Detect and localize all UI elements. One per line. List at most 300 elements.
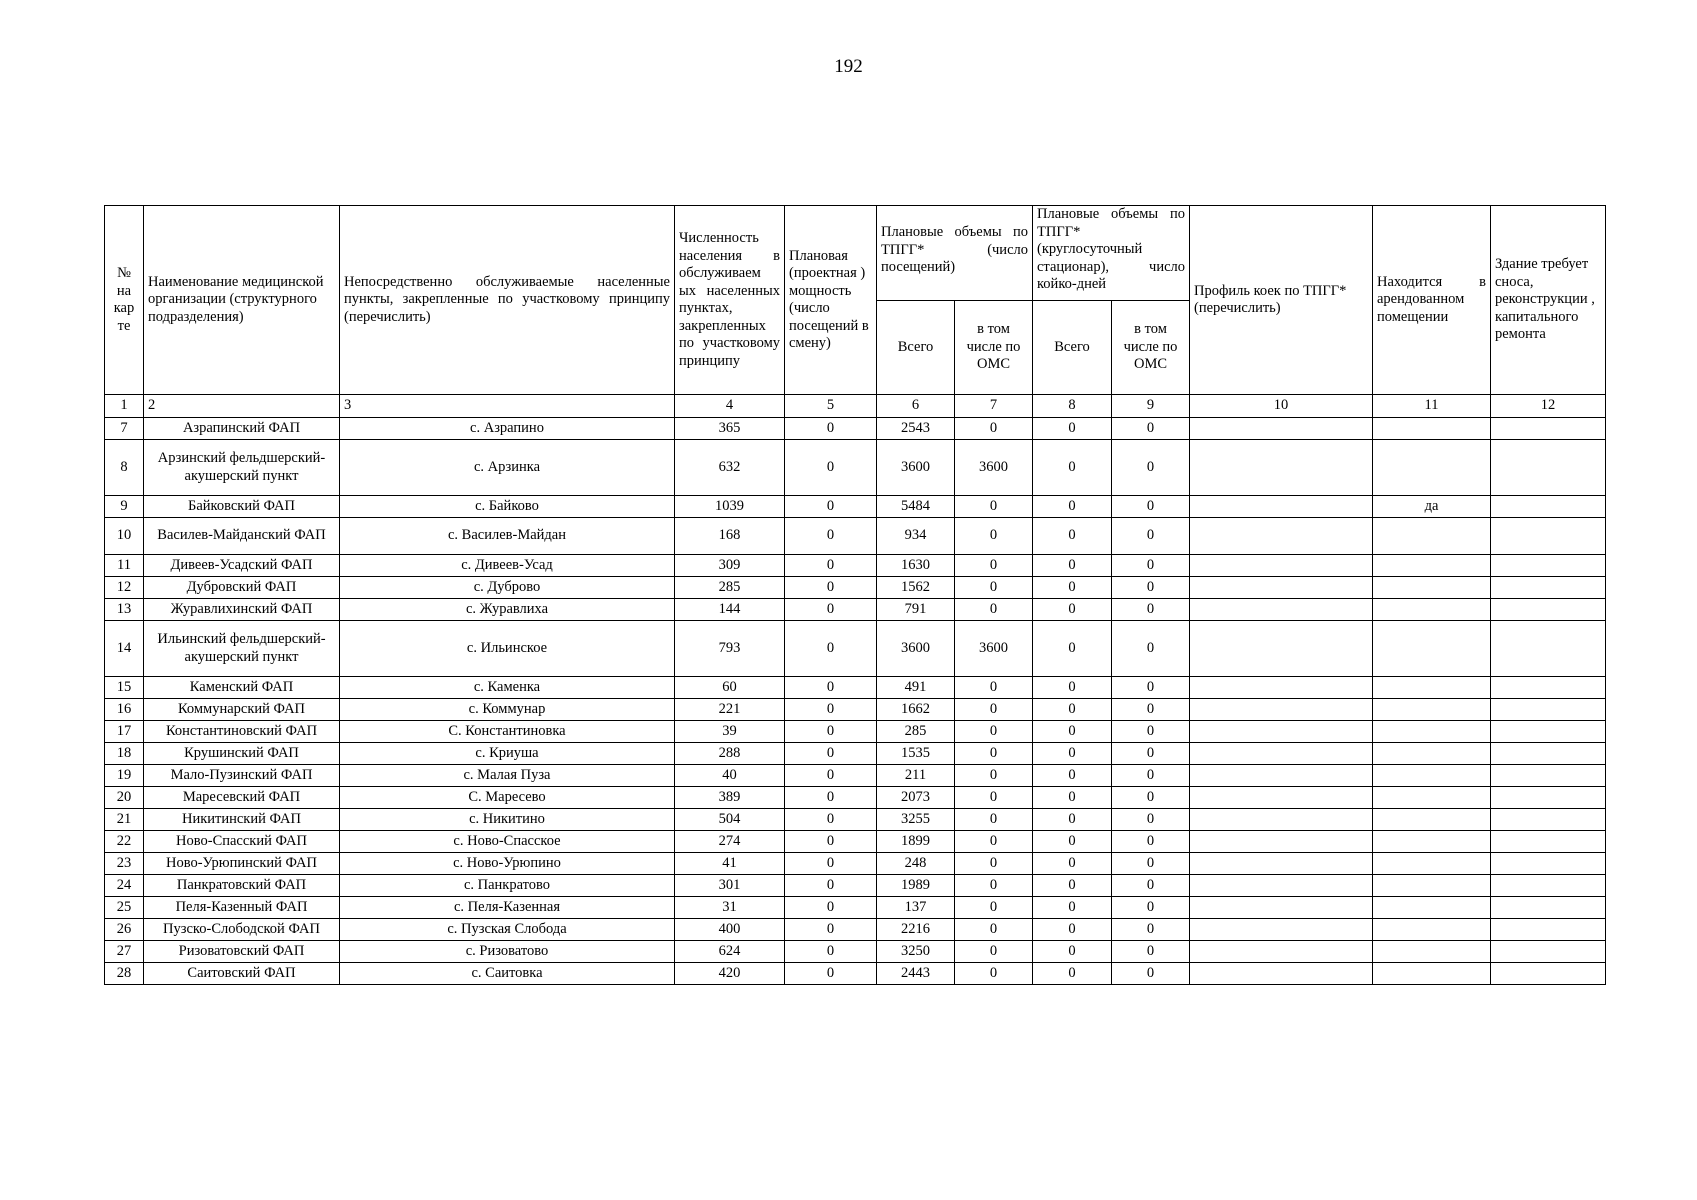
header-col-name: Наименование медицинской организации (структурного подразделения) — [144, 206, 340, 395]
population: 144 — [675, 599, 785, 621]
rented-flag — [1373, 518, 1491, 555]
population: 504 — [675, 809, 785, 831]
rented-flag — [1373, 418, 1491, 440]
served-place: с. Каменка — [340, 677, 675, 699]
rented-flag — [1373, 555, 1491, 577]
served-place: с. Азрапино — [340, 418, 675, 440]
facility-name: Ризоватовский ФАП — [144, 941, 340, 963]
visits-total: 285 — [877, 721, 955, 743]
served-place: с. Байково — [340, 496, 675, 518]
capacity: 0 — [785, 963, 877, 985]
repair-flag — [1491, 787, 1606, 809]
capacity: 0 — [785, 577, 877, 599]
table-row — [105, 555, 1606, 577]
beddays-total: 0 — [1033, 577, 1112, 599]
repair-flag — [1491, 963, 1606, 985]
table-row — [105, 599, 1606, 621]
visits-oms: 3600 — [955, 440, 1033, 496]
facility-name: Маресевский ФАП — [144, 787, 340, 809]
rented-flag — [1373, 699, 1491, 721]
bed-profile — [1190, 941, 1373, 963]
row-number: 18 — [105, 743, 144, 765]
facility-name: Азрапинский ФАП — [144, 418, 340, 440]
table-row — [105, 941, 1606, 963]
rented-flag: да — [1373, 496, 1491, 518]
beddays-total: 0 — [1033, 787, 1112, 809]
table-row — [105, 440, 1606, 496]
row-number: 17 — [105, 721, 144, 743]
header-col-population: Численность населения в обслуживаем ых населенных пунктах, закрепленных по участковому принципу — [675, 206, 785, 395]
repair-flag — [1491, 418, 1606, 440]
rented-flag — [1373, 853, 1491, 875]
beddays-total: 0 — [1033, 963, 1112, 985]
beddays-total: 0 — [1033, 897, 1112, 919]
facility-name: Мало-Пузинский ФАП — [144, 765, 340, 787]
repair-flag — [1491, 496, 1606, 518]
capacity: 0 — [785, 743, 877, 765]
header-col-visits-oms: в том числе по ОМС — [955, 301, 1033, 395]
served-place: С. Маресево — [340, 787, 675, 809]
column-number: 12 — [1491, 395, 1606, 418]
header-col-beddays-all: Всего — [1033, 301, 1112, 395]
bed-profile — [1190, 721, 1373, 743]
bed-profile — [1190, 743, 1373, 765]
beddays-oms: 0 — [1112, 621, 1190, 677]
visits-total: 3255 — [877, 809, 955, 831]
capacity: 0 — [785, 875, 877, 897]
row-number: 24 — [105, 875, 144, 897]
beddays-total: 0 — [1033, 677, 1112, 699]
header-col-number: № на кар те — [105, 206, 144, 395]
beddays-total: 0 — [1033, 518, 1112, 555]
population: 60 — [675, 677, 785, 699]
row-number: 25 — [105, 897, 144, 919]
served-place: с. Ново-Спасское — [340, 831, 675, 853]
beddays-oms: 0 — [1112, 599, 1190, 621]
row-number: 27 — [105, 941, 144, 963]
served-place: с. Дивеев-Усад — [340, 555, 675, 577]
repair-flag — [1491, 919, 1606, 941]
visits-oms: 0 — [955, 897, 1033, 919]
population: 389 — [675, 787, 785, 809]
visits-total: 3250 — [877, 941, 955, 963]
beddays-oms: 0 — [1112, 677, 1190, 699]
served-place: с. Ново-Урюпино — [340, 853, 675, 875]
repair-flag — [1491, 875, 1606, 897]
bed-profile — [1190, 699, 1373, 721]
facility-name: Крушинский ФАП — [144, 743, 340, 765]
served-place: с. Никитино — [340, 809, 675, 831]
table-row — [105, 831, 1606, 853]
visits-total: 2216 — [877, 919, 955, 941]
population: 1039 — [675, 496, 785, 518]
facility-name: Пеля-Казенный ФАП — [144, 897, 340, 919]
row-number: 8 — [105, 440, 144, 496]
visits-oms: 0 — [955, 721, 1033, 743]
table-row — [105, 787, 1606, 809]
repair-flag — [1491, 743, 1606, 765]
beddays-total: 0 — [1033, 831, 1112, 853]
header-col-beddays: Плановые объемы по ТПГГ* (круглосуточный стационар), число койко-дней — [1033, 206, 1190, 301]
column-numbers-row — [105, 395, 1606, 418]
served-place: с. Ильинское — [340, 621, 675, 677]
capacity: 0 — [785, 599, 877, 621]
table-row — [105, 518, 1606, 555]
population: 168 — [675, 518, 785, 555]
rented-flag — [1373, 765, 1491, 787]
visits-oms: 0 — [955, 518, 1033, 555]
repair-flag — [1491, 518, 1606, 555]
served-place: с. Малая Пуза — [340, 765, 675, 787]
repair-flag — [1491, 853, 1606, 875]
population: 221 — [675, 699, 785, 721]
rented-flag — [1373, 677, 1491, 699]
rented-flag — [1373, 787, 1491, 809]
visits-total: 2543 — [877, 418, 955, 440]
capacity: 0 — [785, 853, 877, 875]
row-number: 21 — [105, 809, 144, 831]
row-number: 23 — [105, 853, 144, 875]
bed-profile — [1190, 440, 1373, 496]
beddays-total: 0 — [1033, 941, 1112, 963]
visits-oms: 0 — [955, 809, 1033, 831]
facility-name: Арзинский фельдшерский-акушерский пункт — [144, 440, 340, 496]
facility-name: Байковский ФАП — [144, 496, 340, 518]
bed-profile — [1190, 875, 1373, 897]
population: 301 — [675, 875, 785, 897]
beddays-oms: 0 — [1112, 853, 1190, 875]
facility-name: Василев-Майданский ФАП — [144, 518, 340, 555]
bed-profile — [1190, 577, 1373, 599]
visits-oms: 0 — [955, 496, 1033, 518]
capacity: 0 — [785, 897, 877, 919]
visits-oms: 0 — [955, 699, 1033, 721]
rented-flag — [1373, 963, 1491, 985]
row-number: 12 — [105, 577, 144, 599]
row-number: 15 — [105, 677, 144, 699]
population: 632 — [675, 440, 785, 496]
visits-oms: 3600 — [955, 621, 1033, 677]
facility-name: Ново-Урюпинский ФАП — [144, 853, 340, 875]
beddays-total: 0 — [1033, 418, 1112, 440]
row-number: 26 — [105, 919, 144, 941]
row-number: 22 — [105, 831, 144, 853]
beddays-oms: 0 — [1112, 765, 1190, 787]
visits-oms: 0 — [955, 831, 1033, 853]
table-row — [105, 919, 1606, 941]
visits-oms: 0 — [955, 418, 1033, 440]
population: 288 — [675, 743, 785, 765]
header-col-profile: Профиль коек по ТПГГ* (перечислить) — [1190, 206, 1373, 395]
visits-oms: 0 — [955, 963, 1033, 985]
bed-profile — [1190, 496, 1373, 518]
repair-flag — [1491, 599, 1606, 621]
column-number: 10 — [1190, 395, 1373, 418]
visits-oms: 0 — [955, 853, 1033, 875]
visits-total: 5484 — [877, 496, 955, 518]
population: 274 — [675, 831, 785, 853]
population: 400 — [675, 919, 785, 941]
row-number: 14 — [105, 621, 144, 677]
rented-flag — [1373, 440, 1491, 496]
repair-flag — [1491, 721, 1606, 743]
header-col-repair: Здание требует сноса, реконструкции , капитального ремонта — [1491, 206, 1606, 395]
capacity: 0 — [785, 555, 877, 577]
visits-total: 2073 — [877, 787, 955, 809]
header-col-visits-all: Всего — [877, 301, 955, 395]
visits-oms: 0 — [955, 765, 1033, 787]
row-number: 13 — [105, 599, 144, 621]
served-place: с. Дуброво — [340, 577, 675, 599]
column-number: 1 — [105, 395, 144, 418]
population: 624 — [675, 941, 785, 963]
beddays-total: 0 — [1033, 555, 1112, 577]
capacity: 0 — [785, 621, 877, 677]
visits-total: 1630 — [877, 555, 955, 577]
table-body — [105, 418, 1606, 985]
served-place: с. Панкратово — [340, 875, 675, 897]
beddays-oms: 0 — [1112, 496, 1190, 518]
population: 285 — [675, 577, 785, 599]
repair-flag — [1491, 699, 1606, 721]
rented-flag — [1373, 721, 1491, 743]
visits-total: 1899 — [877, 831, 955, 853]
table-row — [105, 809, 1606, 831]
column-number: 3 — [340, 395, 675, 418]
beddays-total: 0 — [1033, 875, 1112, 897]
capacity: 0 — [785, 518, 877, 555]
bed-profile — [1190, 418, 1373, 440]
served-place: с. Пузская Слобода — [340, 919, 675, 941]
beddays-oms: 0 — [1112, 555, 1190, 577]
capacity: 0 — [785, 919, 877, 941]
population: 39 — [675, 721, 785, 743]
population: 793 — [675, 621, 785, 677]
beddays-total: 0 — [1033, 809, 1112, 831]
rented-flag — [1373, 599, 1491, 621]
visits-total: 3600 — [877, 621, 955, 677]
table-row — [105, 699, 1606, 721]
capacity: 0 — [785, 809, 877, 831]
repair-flag — [1491, 809, 1606, 831]
repair-flag — [1491, 897, 1606, 919]
facility-name: Никитинский ФАП — [144, 809, 340, 831]
facility-name: Панкратовский ФАП — [144, 875, 340, 897]
header-col-capacity: Плановая (проектная ) мощность (число посещений в смену) — [785, 206, 877, 395]
beddays-total: 0 — [1033, 621, 1112, 677]
beddays-oms: 0 — [1112, 721, 1190, 743]
column-number: 5 — [785, 395, 877, 418]
capacity: 0 — [785, 787, 877, 809]
capacity: 0 — [785, 699, 877, 721]
rented-flag — [1373, 897, 1491, 919]
visits-oms: 0 — [955, 919, 1033, 941]
facility-name: Дивеев-Усадский ФАП — [144, 555, 340, 577]
column-number: 2 — [144, 395, 340, 418]
visits-total: 1662 — [877, 699, 955, 721]
beddays-total: 0 — [1033, 599, 1112, 621]
row-number: 7 — [105, 418, 144, 440]
rented-flag — [1373, 743, 1491, 765]
served-place: с. Журавлиха — [340, 599, 675, 621]
header-col-visits: Плановые объемы по ТПГГ* (число посещений) — [877, 206, 1033, 301]
rented-flag — [1373, 875, 1491, 897]
visits-total: 491 — [877, 677, 955, 699]
served-place: с. Пеля-Казенная — [340, 897, 675, 919]
visits-total: 1535 — [877, 743, 955, 765]
facility-name: Журавлихинский ФАП — [144, 599, 340, 621]
capacity: 0 — [785, 765, 877, 787]
served-place: с. Коммунар — [340, 699, 675, 721]
beddays-oms: 0 — [1112, 963, 1190, 985]
facility-name: Ново-Спасский ФАП — [144, 831, 340, 853]
facility-name: Коммунарский ФАП — [144, 699, 340, 721]
capacity: 0 — [785, 496, 877, 518]
served-place: с. Саитовка — [340, 963, 675, 985]
capacity: 0 — [785, 418, 877, 440]
table-row — [105, 677, 1606, 699]
beddays-total: 0 — [1033, 765, 1112, 787]
beddays-total: 0 — [1033, 440, 1112, 496]
table-row — [105, 897, 1606, 919]
visits-total: 248 — [877, 853, 955, 875]
visits-total: 2443 — [877, 963, 955, 985]
rented-flag — [1373, 919, 1491, 941]
served-place: с. Василев-Майдан — [340, 518, 675, 555]
row-number: 20 — [105, 787, 144, 809]
beddays-oms: 0 — [1112, 919, 1190, 941]
capacity: 0 — [785, 941, 877, 963]
row-number: 9 — [105, 496, 144, 518]
bed-profile — [1190, 809, 1373, 831]
table-row — [105, 577, 1606, 599]
beddays-total: 0 — [1033, 496, 1112, 518]
bed-profile — [1190, 599, 1373, 621]
beddays-oms: 0 — [1112, 440, 1190, 496]
beddays-oms: 0 — [1112, 577, 1190, 599]
beddays-oms: 0 — [1112, 743, 1190, 765]
visits-total: 1562 — [877, 577, 955, 599]
bed-profile — [1190, 853, 1373, 875]
table-row — [105, 853, 1606, 875]
row-number: 11 — [105, 555, 144, 577]
beddays-oms: 0 — [1112, 787, 1190, 809]
page-number: 192 — [834, 56, 863, 77]
visits-total: 1989 — [877, 875, 955, 897]
beddays-oms: 0 — [1112, 699, 1190, 721]
row-number: 10 — [105, 518, 144, 555]
bed-profile — [1190, 787, 1373, 809]
rented-flag — [1373, 621, 1491, 677]
repair-flag — [1491, 765, 1606, 787]
table-row — [105, 743, 1606, 765]
visits-total: 3600 — [877, 440, 955, 496]
header-col-places: Непосредственно обслуживаемые населенные пункты, закрепленные по участковому принципу (перечислить) — [340, 206, 675, 395]
visits-total: 211 — [877, 765, 955, 787]
bed-profile — [1190, 919, 1373, 941]
rented-flag — [1373, 577, 1491, 599]
visits-oms: 0 — [955, 555, 1033, 577]
visits-oms: 0 — [955, 599, 1033, 621]
repair-flag — [1491, 577, 1606, 599]
column-number: 7 — [955, 395, 1033, 418]
column-number: 8 — [1033, 395, 1112, 418]
bed-profile — [1190, 518, 1373, 555]
bed-profile — [1190, 765, 1373, 787]
beddays-total: 0 — [1033, 743, 1112, 765]
facility-name: Саитовский ФАП — [144, 963, 340, 985]
beddays-oms: 0 — [1112, 518, 1190, 555]
table-row — [105, 496, 1606, 518]
facility-name: Каменский ФАП — [144, 677, 340, 699]
beddays-oms: 0 — [1112, 897, 1190, 919]
capacity: 0 — [785, 440, 877, 496]
capacity: 0 — [785, 677, 877, 699]
served-place: с. Ризоватово — [340, 941, 675, 963]
beddays-oms: 0 — [1112, 809, 1190, 831]
repair-flag — [1491, 831, 1606, 853]
rented-flag — [1373, 831, 1491, 853]
visits-total: 934 — [877, 518, 955, 555]
table-row — [105, 621, 1606, 677]
beddays-total: 0 — [1033, 721, 1112, 743]
facilities-table — [104, 205, 1606, 985]
visits-oms: 0 — [955, 787, 1033, 809]
beddays-oms: 0 — [1112, 941, 1190, 963]
facility-name: Пузско-Слободской ФАП — [144, 919, 340, 941]
population: 41 — [675, 853, 785, 875]
facility-name: Ильинский фельдшерский-акушерский пункт — [144, 621, 340, 677]
facility-name: Константиновский ФАП — [144, 721, 340, 743]
table-row — [105, 418, 1606, 440]
capacity: 0 — [785, 721, 877, 743]
row-number: 28 — [105, 963, 144, 985]
population: 309 — [675, 555, 785, 577]
row-number: 16 — [105, 699, 144, 721]
bed-profile — [1190, 677, 1373, 699]
visits-oms: 0 — [955, 743, 1033, 765]
column-number: 6 — [877, 395, 955, 418]
repair-flag — [1491, 555, 1606, 577]
beddays-total: 0 — [1033, 919, 1112, 941]
served-place: с. Арзинка — [340, 440, 675, 496]
bed-profile — [1190, 621, 1373, 677]
row-number: 19 — [105, 765, 144, 787]
column-number: 11 — [1373, 395, 1491, 418]
served-place: С. Константиновка — [340, 721, 675, 743]
table-row — [105, 765, 1606, 787]
visits-oms: 0 — [955, 577, 1033, 599]
visits-total: 791 — [877, 599, 955, 621]
facility-name: Дубровский ФАП — [144, 577, 340, 599]
visits-oms: 0 — [955, 677, 1033, 699]
repair-flag — [1491, 621, 1606, 677]
population: 365 — [675, 418, 785, 440]
visits-oms: 0 — [955, 941, 1033, 963]
served-place: с. Криуша — [340, 743, 675, 765]
beddays-oms: 0 — [1112, 831, 1190, 853]
rented-flag — [1373, 941, 1491, 963]
beddays-total: 0 — [1033, 699, 1112, 721]
bed-profile — [1190, 897, 1373, 919]
header-col-beddays-oms: в том числе по ОМС — [1112, 301, 1190, 395]
capacity: 0 — [785, 831, 877, 853]
bed-profile — [1190, 831, 1373, 853]
bed-profile — [1190, 555, 1373, 577]
repair-flag — [1491, 941, 1606, 963]
beddays-oms: 0 — [1112, 875, 1190, 897]
repair-flag — [1491, 440, 1606, 496]
